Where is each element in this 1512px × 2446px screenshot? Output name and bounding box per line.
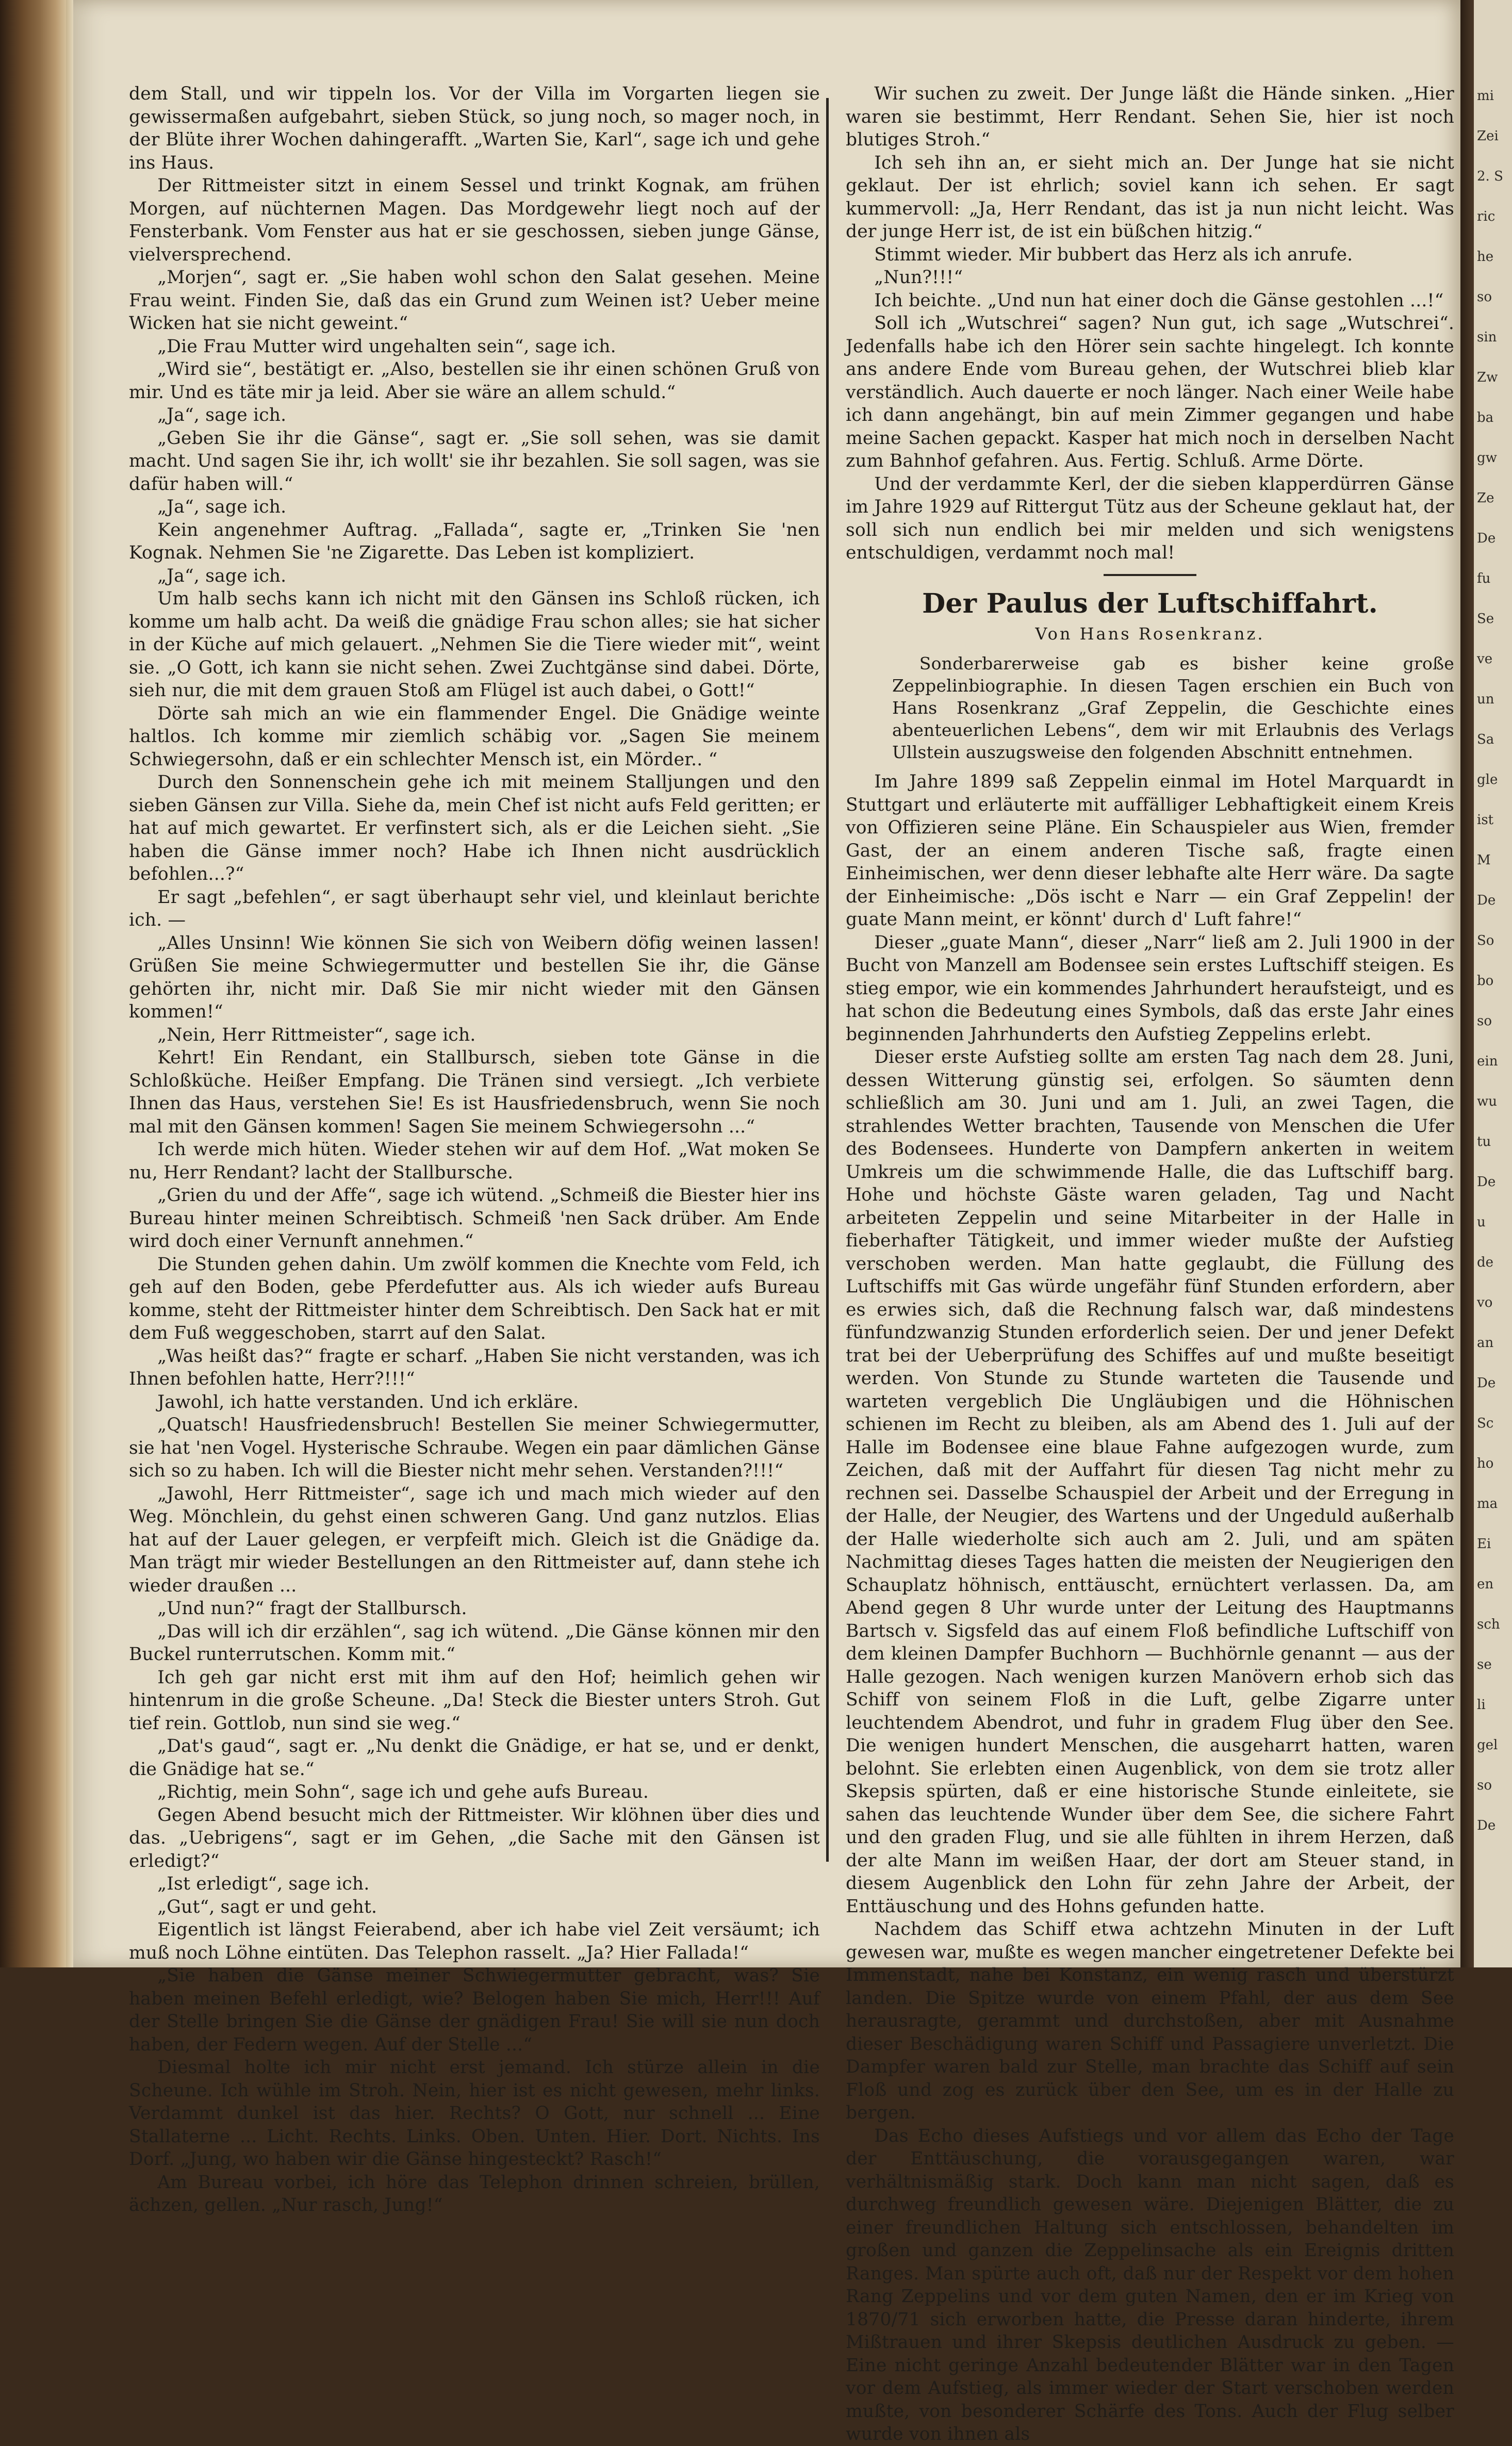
paragraph: „Morjen“, sagt er. „Sie haben wohl schon den Salat gesehen. Meine Frau weint. Finden Sie, daß das ein Grund zum Weinen ist? Ueber meine Wicken hat sie nicht geweint.“ — [129, 267, 820, 334]
paragraph: Jawohl, ich hatte verstanden. Und ich erkläre. — [157, 1391, 579, 1413]
book-gutter — [1460, 0, 1474, 1967]
paragraph: Ich beichte. „Und nun hat einer doch die Gänse gestohlen ...!“ — [874, 290, 1444, 311]
adjacent-page-fragment: de — [1477, 1255, 1494, 1270]
paragraph: „Wird sie“, bestätigt er. „Also, bestellen sie ihr einen schönen Gruß von mir. Und es täte mir ja leid. Aber sie wäre an allem schuld.“ — [129, 359, 820, 403]
paragraph: Der Rittmeister sitzt in einem Sessel und trinkt Kognak, am frühen Morgen, auf nüchternen Magen. Das Mordgewehr liegt noch auf der Fensterbank. Vom Fenster aus hat er sie geschossen, sieben junge Gänse, vielversprechend. — [129, 175, 820, 265]
paragraph: Kein angenehmer Auftrag. „Fallada“, sagte er, „Trinken Sie 'nen Kognak. Nehmen Sie 'ne Zigarette. Das Leben ist kompliziert. — [129, 519, 820, 563]
paragraph: „Ja“, sage ich. — [157, 405, 287, 425]
paragraph: „Ja“, sage ich. — [157, 497, 287, 517]
adjacent-page-fragment: ho — [1477, 1456, 1494, 1471]
paragraph: Und der verdammte Kerl, der die sieben klapperdürren Gänse im Jahre 1929 auf Rittergut Tütz aus der Scheune geklaut hat, der soll sich nun endlich bei mir melden und sich wenigstens entschuldigen, verdammt noch mal! — [846, 473, 1454, 563]
adjacent-page-fragment: ve — [1477, 651, 1493, 667]
column-divider — [826, 98, 829, 1862]
adjacent-page-fragment: ma — [1477, 1496, 1498, 1512]
paragraph: Dörte sah mich an wie ein flammender Engel. Die Gnädige weinte haltlos. Ich komme mir ziemlich schäbig vor. „Sagen Sie meinem Schwiegersohn, daß er ein schlechter Mensch ist, ein Mörder.. “ — [129, 703, 820, 770]
adjacent-page-fragment: 2. S — [1477, 169, 1503, 184]
paragraph: Gegen Abend besucht mich der Rittmeister. Wir klöhnen über dies und das. „Uebrigens“, sagt er im Gehen, „die Sache mit den Gänsen ist erledigt?“ — [129, 1804, 820, 1872]
right-column — [846, 83, 1454, 2446]
paragraph: „Und nun?“ fragt der Stallbursch. — [157, 1598, 467, 1619]
adjacent-page-fragment: bo — [1477, 973, 1494, 989]
adjacent-page-fragment: Ze — [1477, 490, 1494, 506]
left-column — [129, 83, 820, 2217]
paragraph: „Quatsch! Hausfriedensbruch! Bestellen Sie meiner Schwiegermutter, sie hat 'nen Vogel. Hysterische Schraube. Wegen ein paar dämlichen Gänse sich so zu haben. Ich will die Biester nicht mehr sehen. Verstanden?!!!“ — [129, 1415, 820, 1481]
adjacent-page-fragment: gw — [1477, 450, 1497, 466]
adjacent-page-fragment: so — [1477, 1778, 1492, 1793]
adjacent-page-fragment: so — [1477, 289, 1492, 305]
paragraph: Diesmal holte ich mir nicht erst jemand. Ich stürze allein in die Scheune. Ich wühle im Stroh. Nein, hier ist es nicht gewesen, mehr links. Verdammt dunkel ist das hier. Rechts? O Gott, nur schnell ... Eine Stallaterne ... Licht. Rechts. Links. Oben. Unten. Hier. Dort. Nichts. Ins Dorf. „Jung, wo haben wir die Gänse hingesteckt? Rasch!“ — [129, 2057, 820, 2170]
adjacent-page-fragment: De — [1477, 893, 1496, 908]
adjacent-page-fragment: ist — [1477, 812, 1494, 828]
paragraph: „Gut“, sagt er und geht. — [157, 1896, 377, 1917]
paragraph: „Ja“, sage ich. — [157, 565, 287, 586]
paragraph: Um halb sechs kann ich nicht mit den Gänsen ins Schloß rücken, ich komme um halb acht. Da weiß die gnädige Frau schon alles; sie hat sicher in der Küche auf mich gelauert. „Nehmen Sie die Tiere wieder mit“, weint sie. „O Gott, ich kann sie nicht sehen. Zwei Zuchtgänse sind dabei. Dörte, sieh nur, die mit dem grauen Stoß am Flügel ist auch dabei, o Gott!“ — [129, 588, 820, 701]
adjacent-page-fragment: De — [1477, 531, 1496, 546]
adjacent-page-fragment: u — [1477, 1214, 1486, 1230]
paragraph: Wir suchen zu zweit. Der Junge läßt die Hände sinken. „Hier waren sie bestimmt, Herr Rendant. Sehen Sie, hier ist noch blutiges Stroh.“ — [846, 84, 1454, 150]
page-stack-edge — [66, 0, 73, 1967]
adjacent-page-fragment: so — [1477, 1013, 1492, 1029]
paragraph: Ich werde mich hüten. Wieder stehen wir auf dem Hof. „Wat moken Se nu, Herr Rendant? lacht der Stallbursche. — [129, 1139, 820, 1183]
adjacent-page-fragment: Se — [1477, 611, 1494, 627]
adjacent-page-fragment: fu — [1477, 571, 1491, 586]
adjacent-page-fragment: De — [1477, 1375, 1496, 1391]
paragraph: „Die Frau Mutter wird ungehalten sein“, sage ich. — [157, 336, 616, 357]
paragraph: Er sagt „befehlen“, er sagt überhaupt sehr viel, und kleinlaut berichte ich. — — [129, 887, 820, 930]
article-separator-rule — [1104, 574, 1196, 576]
paragraph: „Nun?!!!“ — [874, 267, 963, 288]
story-ending — [846, 83, 1454, 565]
adjacent-page-fragment: se — [1477, 1657, 1492, 1672]
adjacent-page-edge — [1474, 0, 1512, 1967]
adjacent-page-fragment: gle — [1477, 772, 1498, 787]
paragraph: „Jawohl, Herr Rittmeister“, sage ich und mach mich wieder auf den Weg. Mönchlein, du gehst einen schweren Gang. Und ganz nutzlos. Elias hat auf der Lauer gelegen, er verpfeift mich. Gleich ist die Gnädige da. Man trägt mir wieder Bestellungen an den Rittmeister auf, dann stehe ich wieder draußen ... — [129, 1483, 820, 1596]
adjacent-page-fragment: an — [1477, 1335, 1494, 1351]
paragraph: dem Stall, und wir tippeln los. Vor der Villa im Vorgarten liegen sie gewissermaßen aufgebahrt, sieben Stück, so jung noch, so mager noch, in der Blüte ihrer Wochen dahingerafft. „Warten Sie, Karl“, sage ich und gehe ins Haus. — [129, 84, 820, 173]
adjacent-page-fragment: he — [1477, 249, 1494, 265]
adjacent-page-fragment: De — [1477, 1818, 1496, 1833]
adjacent-page-fragment: sin — [1477, 330, 1497, 345]
paragraph: Soll ich „Wutschrei“ sagen? Nun gut, ich sage „Wutschrei“. Jedenfalls habe ich den Hörer sein sachte hingelegt. Ich konnte ans andere Ende vom Bureau gehen, der Wutschrei blieb klar verständlich. Auch dauerte er noch länger. Nach einer Weile habe ich dann angehängt, bin auf mein Zimmer gegangen und habe meine Sachen gepackt. Kasper hat mich noch in derselben Nacht zum Bahnhof gefahren. Aus. Fertig. Schluß. Arme Dörte. — [846, 313, 1454, 471]
paragraph: „Nein, Herr Rittmeister“, sage ich. — [157, 1024, 476, 1045]
paragraph: „Ist erledigt“, sage ich. — [157, 1874, 370, 1894]
adjacent-page-fragment: un — [1477, 692, 1494, 707]
adjacent-page-fragment: li — [1477, 1697, 1486, 1713]
paragraph: „Sie haben die Gänse meiner Schwiegermutter gebracht, was? Sie haben meinen Befehl erledigt, wie? Belogen haben Sie mich, Herr!!! Auf der Stelle bringen Sie die Gänse der gnädigen Frau! Sie will sie nun doch haben, der Federn wegen. Auf der Stelle ...“ — [129, 1965, 820, 2055]
adjacent-page-fragment: So — [1477, 933, 1494, 948]
article-intro — [892, 652, 1454, 763]
adjacent-page-fragment: ba — [1477, 410, 1494, 425]
adjacent-page-fragment: M — [1477, 852, 1491, 868]
paragraph: „Das will ich dir erzählen“, sag ich wütend. „Die Gänse können mir den Buckel runterrutschen. Komm mit.“ — [129, 1621, 820, 1665]
paragraph: Kehrt! Ein Rendant, ein Stallbursch, sieben tote Gänse in die Schloßküche. Heißer Empfang. Die Tränen sind versiegt. „Ich verbiete Ihnen das Haus, verstehen Sie! Es ist Hausfriedensbruch, wenn Sie noch mal mit den Gänsen kommen! Sagen Sie meinem Schwiegersohn ...“ — [129, 1047, 820, 1137]
paragraph: Ich seh ihn an, er sieht mich an. Der Junge hat sie nicht geklaut. Der ist ehrlich; soviel kann ich sehen. Er sagt kummervoll: „Ja, Herr Rendant, das ist ja nun nicht leicht. Was der junge Herr ist, de ist ein büßchen hitzig.“ — [846, 152, 1454, 242]
article-body — [846, 770, 1454, 2446]
paragraph: Stimmt wieder. Mir bubbert das Herz als ich anrufe. — [874, 244, 1353, 265]
adjacent-page-fragment: Ei — [1477, 1536, 1491, 1552]
book-binding — [0, 0, 66, 1967]
paragraph: „Geben Sie ihr die Gänse“, sagt er. „Sie soll sehen, was sie damit macht. Und sagen Sie ihr, ich wollt' sie ihr bezahlen. Sie soll sagen, was sie dafür haben will.“ — [129, 428, 820, 495]
adjacent-page-fragment: mi — [1477, 88, 1494, 104]
intro-text: Sonderbarerweise gab es bisher keine große Zeppelinbiographie. In diesen Tagen erschien ein Buch von Hans Rosenkranz „Graf Zeppelin, die Geschichte eines abenteuerlichen Lebens“, dem wir mit Erlaubnis des Verlags Ullstein auszugsweise den folgenden Abschnitt entnehmen. — [892, 653, 1454, 762]
adjacent-page-fragment: Zei — [1477, 128, 1499, 144]
paragraph: „Alles Unsinn! Wie können Sie sich von Weibern döfig weinen lassen! Grüßen Sie meine Schwiegermutter und bestellen Sie ihr, die Gänse gehörten ihr, nicht mir. Daß Sie mir nicht wieder mit den Gänsen kommen!“ — [129, 932, 820, 1022]
adjacent-page-fragment: gel — [1477, 1737, 1498, 1753]
paragraph: Im Jahre 1899 saß Zeppelin einmal im Hotel Marquardt in Stuttgart und erläuterte mit auffälliger Lebhaftigkeit einem Kreis von Offizieren seine Pläne. Ein Schauspieler aus Wien, fremder Gast, der an einem anderen Tische saß, fragte einen Einheimischen, wer denn dieser lebhafte alte Herr wäre. Da sagte der Einheimische: „Dös ischt e Narr — ein Graf Zeppelin! der guate Mann meint, er könnt' durch d' Luft fahre!“ — [846, 771, 1454, 930]
paragraph: Die Stunden gehen dahin. Um zwölf kommen die Knechte vom Feld, ich geh auf den Boden, gebe Pferdefutter aus. Als ich wieder aufs Bureau komme, steht der Rittmeister hinter dem Schreibtisch. Den Sack hat er mit dem Fuß weggeschoben, starrt auf den Salat. — [129, 1254, 820, 1343]
adjacent-page-fragment: ein — [1477, 1054, 1498, 1069]
paragraph: Ich geh gar nicht erst mit ihm auf den Hof; heimlich gehen wir hintenrum in die große Scheune. „Da! Steck die Biester unters Stroh. Gut tief rein. Gottlob, nun sind sie weg.“ — [129, 1667, 820, 1734]
adjacent-page-fragment: wu — [1477, 1094, 1497, 1109]
adjacent-page-fragment: tu — [1477, 1134, 1491, 1150]
paragraph: Dieser „guate Mann“, dieser „Narr“ ließ am 2. Juli 1900 in der Bucht von Manzell am Bodensee sein erstes Luftschiff steigen. Es stieg empor, wie ein kommendes Jahrhundert heraufsteigt, und es hat schon die Bedeutung eines Symbols, daß das erste Jahr eines beginnenden Jahrhunderts den Aufstieg Zeppelins erlebt. — [846, 932, 1454, 1045]
adjacent-page-fragment: De — [1477, 1174, 1496, 1190]
paragraph: Durch den Sonnenschein gehe ich mit meinem Stalljungen und den sieben Gänsen zur Villa. Siehe da, mein Chef ist nicht aufs Feld geritten; er hat auf mich gewartet. Er verfinstert sich, als er die Leichen sieht. „Sie haben die Gänse immer noch? Habe ich Ihnen nicht ausdrücklich befohlen...?“ — [129, 772, 820, 884]
paragraph: „Was heißt das?“ fragte er scharf. „Haben Sie nicht verstanden, was ich Ihnen befohlen hatte, Herr?!!!“ — [129, 1345, 820, 1389]
paragraph: Am Bureau vorbei, ich höre das Telephon drinnen schreien, brüllen, ächzen, gellen. „Nur rasch, Jung!“ — [129, 2172, 820, 2215]
paragraph: Das Echo dieses Aufstiegs und vor allem das Echo der Tage der Enttäuschung, die vorausgegangen waren, war verhältnismäßig stark. Doch kann man nicht sagen, daß es durchweg freundlich gewesen wäre. Diejenigen Blätter, die zu einer freundlichen Haltung sich entschlossen, behandelten im großen und ganzen die Zeppelinsache als ein Ereignis dritten Ranges. Man spürte auch oft, daß nur der Respekt vor dem hohen Rang Zeppelins und vor dem guten Namen, den er im Krieg von 1870/71 sich erworben hatte, die Presse daran hinderte, ihrem Mißtrauen und ihrer Skepsis deutlichen Ausdruck zu geben. — Eine nicht geringe Anzahl bedeutender Blätter war in den Tagen vor dem Aufstieg, als immer wieder der Start verschoben werden mußte, von besonderer Schärfe des Tons. Auch der Flug selber wurde von ihnen als — [846, 2125, 1454, 2444]
paragraph: Nachdem das Schiff etwa achtzehn Minuten in der Luft gewesen war, mußte es wegen mancher eingetretener Defekte bei Immenstadt, nahe bei Konstanz, ein wenig rasch und überstürzt landen. Die Spitze wurde von einem Pfahl, der aus dem See herausragte, gerammt und durchstoßen, aber mit Ausnahme dieser Beschädigung waren Schiff und Passagiere unverletzt. Die Dampfer waren bald zur Stelle, man brachte das Schiff auf sein Floß und zog es zurück über den See, um es in der Halle zu bergen. — [846, 1919, 1454, 2123]
paragraph: „Dat's gaud“, sagt er. „Nu denkt die Gnädige, er hat se, und er denkt, die Gnädige hat se.“ — [129, 1736, 820, 1780]
adjacent-page-fragment: en — [1477, 1577, 1494, 1592]
paragraph: Dieser erste Aufstieg sollte am ersten Tag nach dem 28. Juni, dessen Witterung günstig sei, erfolgen. So säumten denn schließlich am 30. Juni und am 1. Juli, an zwei Tagen, die strahlendes Wetter brachten, Tausende von Menschen die Ufer des Bodensees. Hunderte von Dampfern ankerten in weitem Umkreis um die schwimmende Halle, die das Luftschiff barg. Hohe und höchste Gäste waren geladen, Tag und Nacht arbeiteten Zeppelin und seine Mitarbeiter in der Halle in fieberhafter Tätigkeit, und immer wieder mußte der Aufstieg verschoben werden. Man hatte geglaubt, die Füllung des Luftschiffs mit Gas würde ungefähr fünf Stunden erfordern, aber es erwies sich, daß die Rechnung falsch war, daß mindestens fünfundzwanzig Stunden erforderlich seien. Der und jener Defekt trat bei der Ueberprüfung des Schiffes auf und mußte beseitigt werden. Von Stunde zu Stunde warteten die Tausende und warteten vergeblich Die Ungläubigen und die Höhnischen schienen im Recht zu bleiben, als am Abend des 1. Juli auf der Halle im Bodensee eine blaue Fahne aufgezogen wurde, zum Zeichen, daß mit der Auffahrt für diesen Tag nicht mehr zu rechnen sei. Dasselbe Schauspiel der Arbeit und der Erregung in der Halle, der Neugier, des Wartens und der Ungeduld außerhalb der Halle wiederholte sich auch am 2. Juli, und am späten Nachmittag dieses Tages hatten die meisten der Neugierigen den Schauplatz höhnisch, enttäuscht, ernüchtert verlassen. Da, am Abend gegen 8 Uhr wurde unter der Leitung des Hauptmanns Bartsch v. Sigsfeld das auf einem Floß befindliche Luftschiff von dem kleinen Dampfer Buchhorn — Buchhörnle genannt — aus der Halle gezogen. Nach wenigen kurzen Manövern erhob sich das Schiff von seinem Floß in die Luft, gelbe Zigarre unter leuchtendem Abendrot, und fuhr in gradem Flug über den See. Die wenigen hundert Menschen, die ausgeharrt hatten, waren belohnt. Sie erlebten einen Augenblick, von dem sie trotz aller Skepsis spürten, daß er eine historische Stunde einleitete, sie sahen das leuchtende Wunder über dem See, die sichere Fahrt und den graden Flug, und sie alle fühlten in ihrem Herzen, daß der alte Mann im weißen Haar, der dort am Steuer stand, in diesem Augenblick den Lohn für zehn Jahre der Arbeit, der Enttäuschung und des Hohns gefunden hatte. — [846, 1047, 1454, 1917]
article-byline: Von Hans Rosenkranz. — [1035, 623, 1265, 644]
adjacent-page-fragment: Zw — [1477, 370, 1498, 385]
adjacent-page-fragment: Sc — [1477, 1416, 1494, 1431]
adjacent-page-fragment: Sa — [1477, 732, 1494, 747]
paragraph: „Richtig, mein Sohn“, sage ich und gehe aufs Bureau. — [157, 1782, 649, 1802]
adjacent-page-fragment: vo — [1477, 1295, 1493, 1310]
article-headline: Der Paulus der Luftschiffahrt. — [922, 587, 1378, 619]
adjacent-page-fragment: ric — [1477, 209, 1495, 224]
adjacent-page-fragment: sch — [1477, 1617, 1500, 1632]
paragraph: „Grien du und der Affe“, sage ich wütend. „Schmeiß die Biester hier ins Bureau hinter meinen Schreibtisch. Schmeiß 'nen Sack drüber. Am Ende wird doch einer Vernunft annehmen.“ — [129, 1185, 820, 1252]
paragraph: Eigentlich ist längst Feierabend, aber ich habe viel Zeit versäumt; ich muß noch Löhne eintüten. Das Telephon rasselt. „Ja? Hier Fallada!“ — [129, 1919, 820, 1963]
